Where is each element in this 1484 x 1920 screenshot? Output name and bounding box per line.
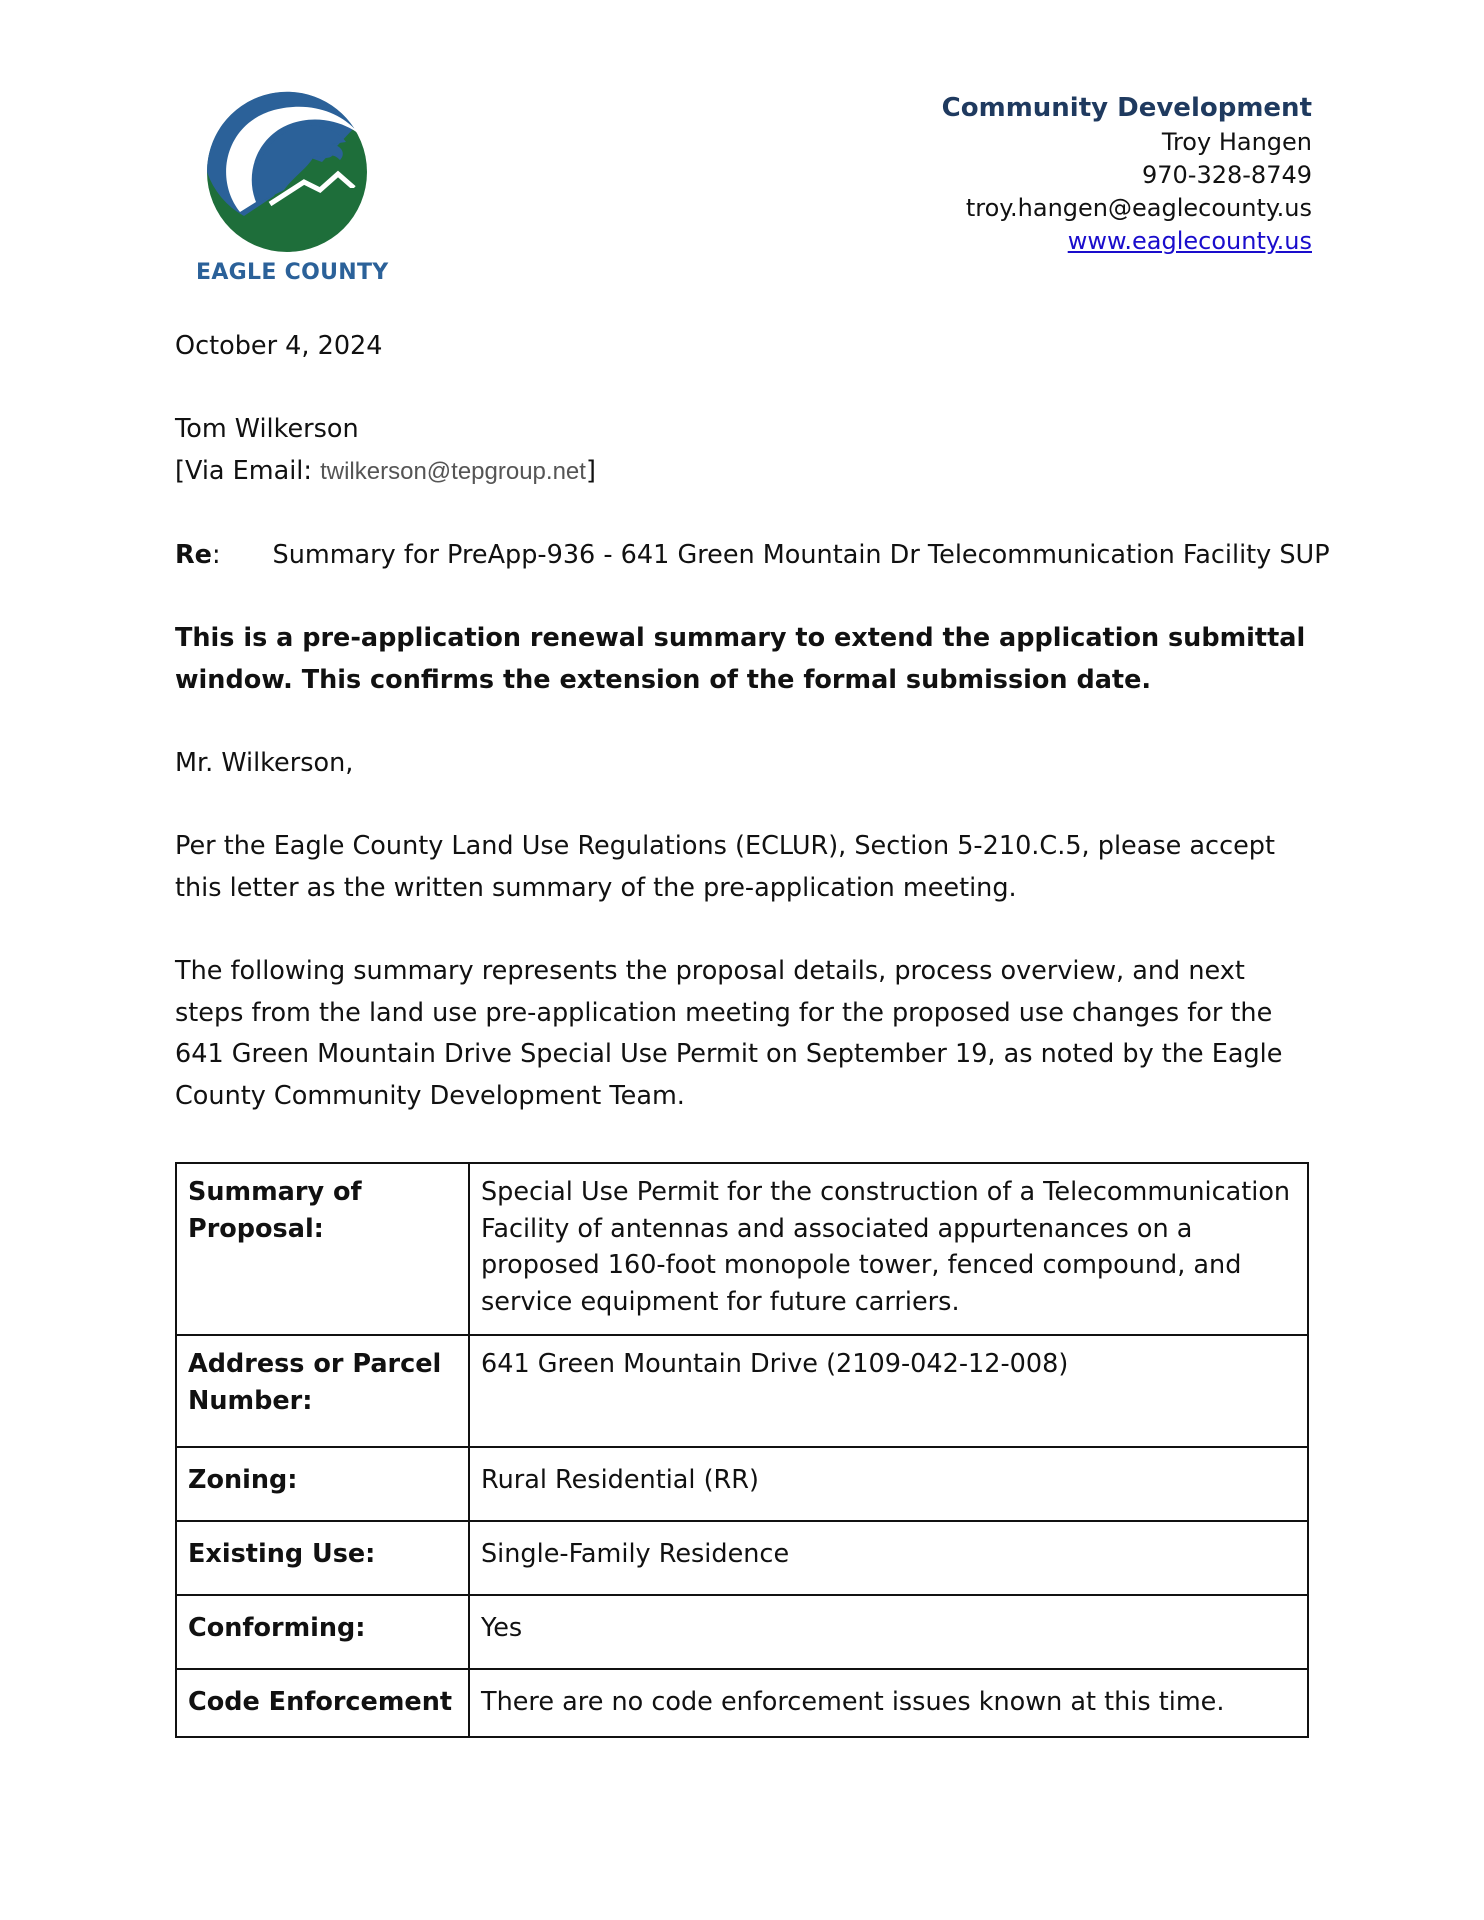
re-label: Re	[175, 540, 212, 570]
contact-phone: 970-328-8749	[1141, 161, 1312, 189]
recipient-name: Tom Wilkerson	[175, 414, 359, 444]
row-label: Conforming:	[176, 1595, 469, 1669]
row-label: Zoning:	[176, 1447, 469, 1521]
eagle-county-logo	[196, 84, 389, 294]
row-value: Single-Family Residence	[469, 1521, 1308, 1595]
letter-date: October 4, 2024	[175, 331, 383, 361]
department-name: Community Development	[941, 93, 1312, 123]
salutation: Mr. Wilkerson,	[175, 748, 354, 778]
row-label: Summary of Proposal:	[176, 1163, 469, 1335]
re-colon: :	[211, 540, 221, 570]
via-suffix: ]	[585, 455, 596, 486]
row-value: 641 Green Mountain Drive (2109-042-12-008)	[469, 1335, 1308, 1447]
table-row	[176, 1595, 1308, 1669]
contact-name: Troy Hangen	[1161, 128, 1312, 156]
table-row	[176, 1669, 1308, 1737]
row-label: Code Enforcement	[176, 1669, 469, 1737]
eagle-logo-icon	[204, 84, 370, 256]
recipient-email-line	[175, 451, 1315, 493]
re-subject: Summary for PreApp-936 - 641 Green Mountain Dr Telecommunication Facility SUP	[272, 540, 1330, 570]
table-row	[176, 1447, 1308, 1521]
website-link[interactable]: www.eaglecounty.us	[1067, 227, 1312, 255]
subject-line	[175, 535, 1330, 577]
row-label: Address or Parcel Number:	[176, 1335, 469, 1447]
row-value: There are no code enforcement issues known at this time.	[469, 1669, 1308, 1737]
table-row	[176, 1335, 1308, 1447]
recipient-block	[175, 409, 1315, 492]
row-value: Rural Residential (RR)	[469, 1447, 1308, 1521]
paragraph-regulations: Per the Eagle County Land Use Regulations (ECLUR), Section 5-210.C.5, please accept this letter as the written summary of the pre-application meeting.	[175, 831, 1275, 903]
contact-email: troy.hangen@eaglecounty.us	[965, 194, 1312, 222]
contact-block	[942, 90, 1312, 258]
recipient-email[interactable]: twilkerson@tepgroup.net	[320, 457, 586, 485]
row-label: Existing Use:	[176, 1521, 469, 1595]
via-prefix: [Via Email:	[175, 455, 321, 486]
summary-table	[175, 1162, 1309, 1738]
row-value: Yes	[469, 1595, 1308, 1669]
paragraph-summary-intro: The following summary represents the proposal details, process overview, and next steps from the land use pre-application meeting for the proposed use changes for the 641 Green Mountain Drive Special Use Permit on September 19, as noted by the Eagle County Community Development Team.	[175, 956, 1283, 1111]
renewal-notice: This is a pre-application renewal summary to extend the application submittal window. This confirms the extension of the formal submission date.	[175, 623, 1306, 695]
logo-text: EAGLE COUNTY	[196, 260, 389, 285]
table-row	[176, 1521, 1308, 1595]
table-row	[176, 1163, 1308, 1335]
row-value: Special Use Permit for the construction of a Telecommunication Facility of antennas and associated appurtenances on a proposed 160-foot monopole tower, fenced compound, and service equipment for future carriers.	[469, 1163, 1308, 1335]
